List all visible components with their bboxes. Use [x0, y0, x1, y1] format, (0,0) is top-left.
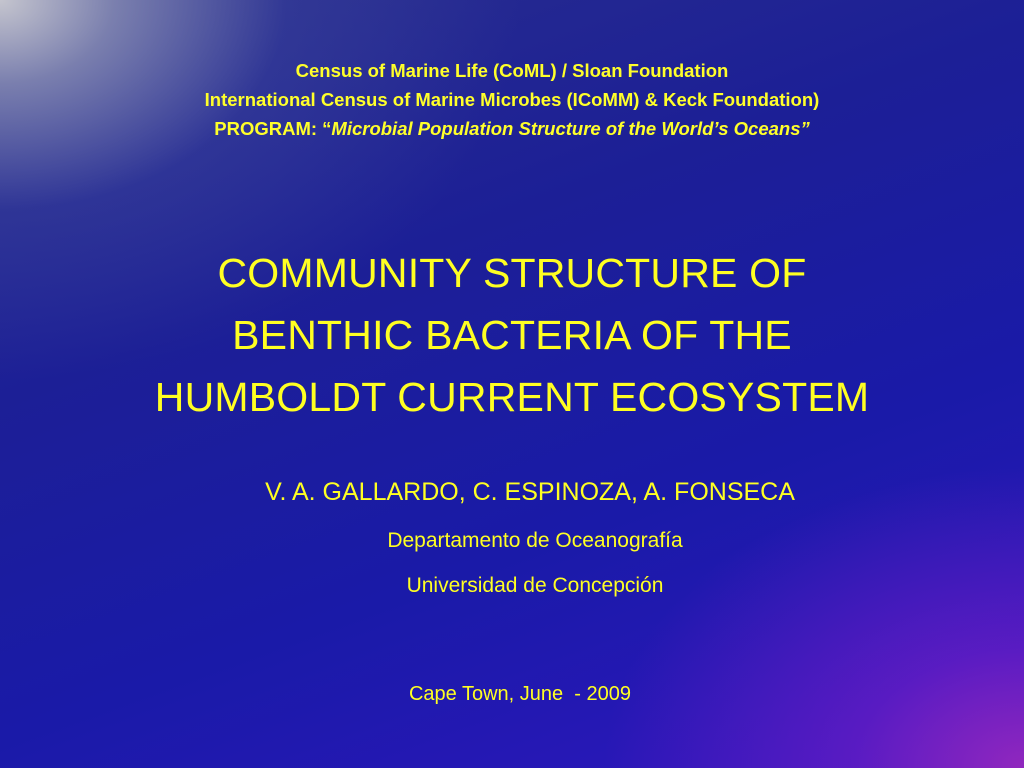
program-prefix: PROGRAM: “ — [214, 118, 332, 139]
program-title: Microbial Population Structure of the World’s Oceans” — [331, 118, 810, 139]
sponsor-line-icomm: International Census of Marine Microbes (ICoMM) & Keck Foundation) — [204, 89, 820, 110]
sponsor-header — [0, 56, 1024, 143]
department: Departamento de Oceanografía — [387, 529, 683, 552]
venue-date: Cape Town, June - 2009 — [408, 683, 631, 705]
slide-title — [0, 242, 1024, 428]
title-line-3: HUMBOLDT CURRENT ECOSYSTEM — [154, 374, 870, 420]
title-line-1: COMMUNITY STRUCTURE OF — [217, 250, 807, 296]
program-line — [0, 114, 1024, 143]
sponsor-line-coml: Census of Marine Life (CoML) / Sloan Foundation — [295, 60, 729, 81]
title-line-2: BENTHIC BACTERIA OF THE — [232, 312, 792, 358]
authors: V. A. GALLARDO, C. ESPINOZA, A. FONSECA — [265, 478, 795, 506]
university: Universidad de Concepción — [406, 574, 664, 597]
